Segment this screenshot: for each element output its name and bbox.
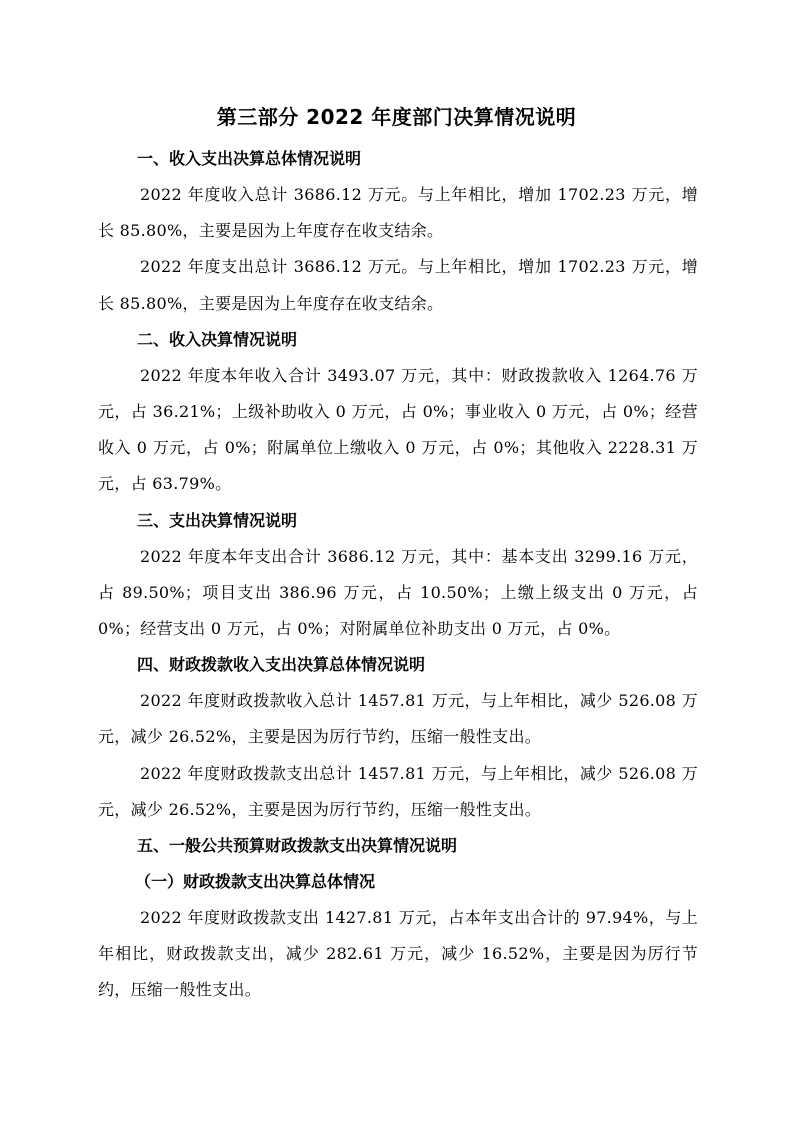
section-heading-4: 四、财政拨款收入支出决算总体情况说明 (137, 655, 426, 675)
page-title: 第三部分 2022 年度部门决算情况说明 (216, 105, 577, 129)
paragraph: 2022 年度支出总计 3686.12 万元。与上年相比，增加 1702.23 万元，增长 85.80%，主要是因为上年度存在收支结余。 (98, 257, 698, 313)
section-heading-5: 五、一般公共预算财政拨款支出决算情况说明 (137, 836, 458, 856)
paragraph: 2022 年度收入总计 3686.12 万元。与上年相比，增加 1702.23 万元，增长 85.80%，主要是因为上年度存在收支结余。 (98, 185, 698, 241)
subsection-heading: （一）财政拨款支出决算总体情况 (135, 872, 376, 892)
paragraph: 2022 年度财政拨款支出 1427.81 万元，占本年支出合计的 97.94%，与上年相比，财政拨款支出，减少 282.61 万元，减少 16.52%，主要是因为厉行节约，压缩一般性支出。 (98, 908, 698, 1000)
document-body (98, 141, 698, 1009)
paragraph: 2022 年度财政拨款收入总计 1457.81 万元，与上年相比，减少 526.08 万元，减少 26.52%，主要是因为厉行节约，压缩一般性支出。 (98, 691, 698, 747)
section-heading-2: 二、收入决算情况说明 (137, 329, 298, 349)
section-heading-1: 一、收入支出决算总体情况说明 (137, 149, 362, 168)
section-heading-3: 三、支出决算情况说明 (137, 510, 298, 530)
paragraph: 2022 年度本年收入合计 3493.07 万元，其中：财政拨款收入 1264.76 万元，占 36.21%；上级补助收入 0 万元，占 0%；事业收入 0 万元，占 0%；经营收入 0 万元，占 0%；附属单位上缴收入 0 万元，占 0%；其他收入 2228.31 万元，占 63.79%。 (98, 365, 698, 494)
paragraph: 2022 年度本年支出合计 3686.12 万元，其中：基本支出 3299.16 万元，占 89.50%；项目支出 386.96 万元，占 10.50%；上缴上级支出 0 万元，占 0%；经营支出 0 万元，占 0%；对附属单位补助支出 0 万元，占 0%。 (98, 546, 698, 639)
paragraph: 2022 年度财政拨款支出总计 1457.81 万元，与上年相比，减少 526.08 万元，减少 26.52%，主要是因为厉行节约，压缩一般性支出。 (98, 763, 698, 819)
